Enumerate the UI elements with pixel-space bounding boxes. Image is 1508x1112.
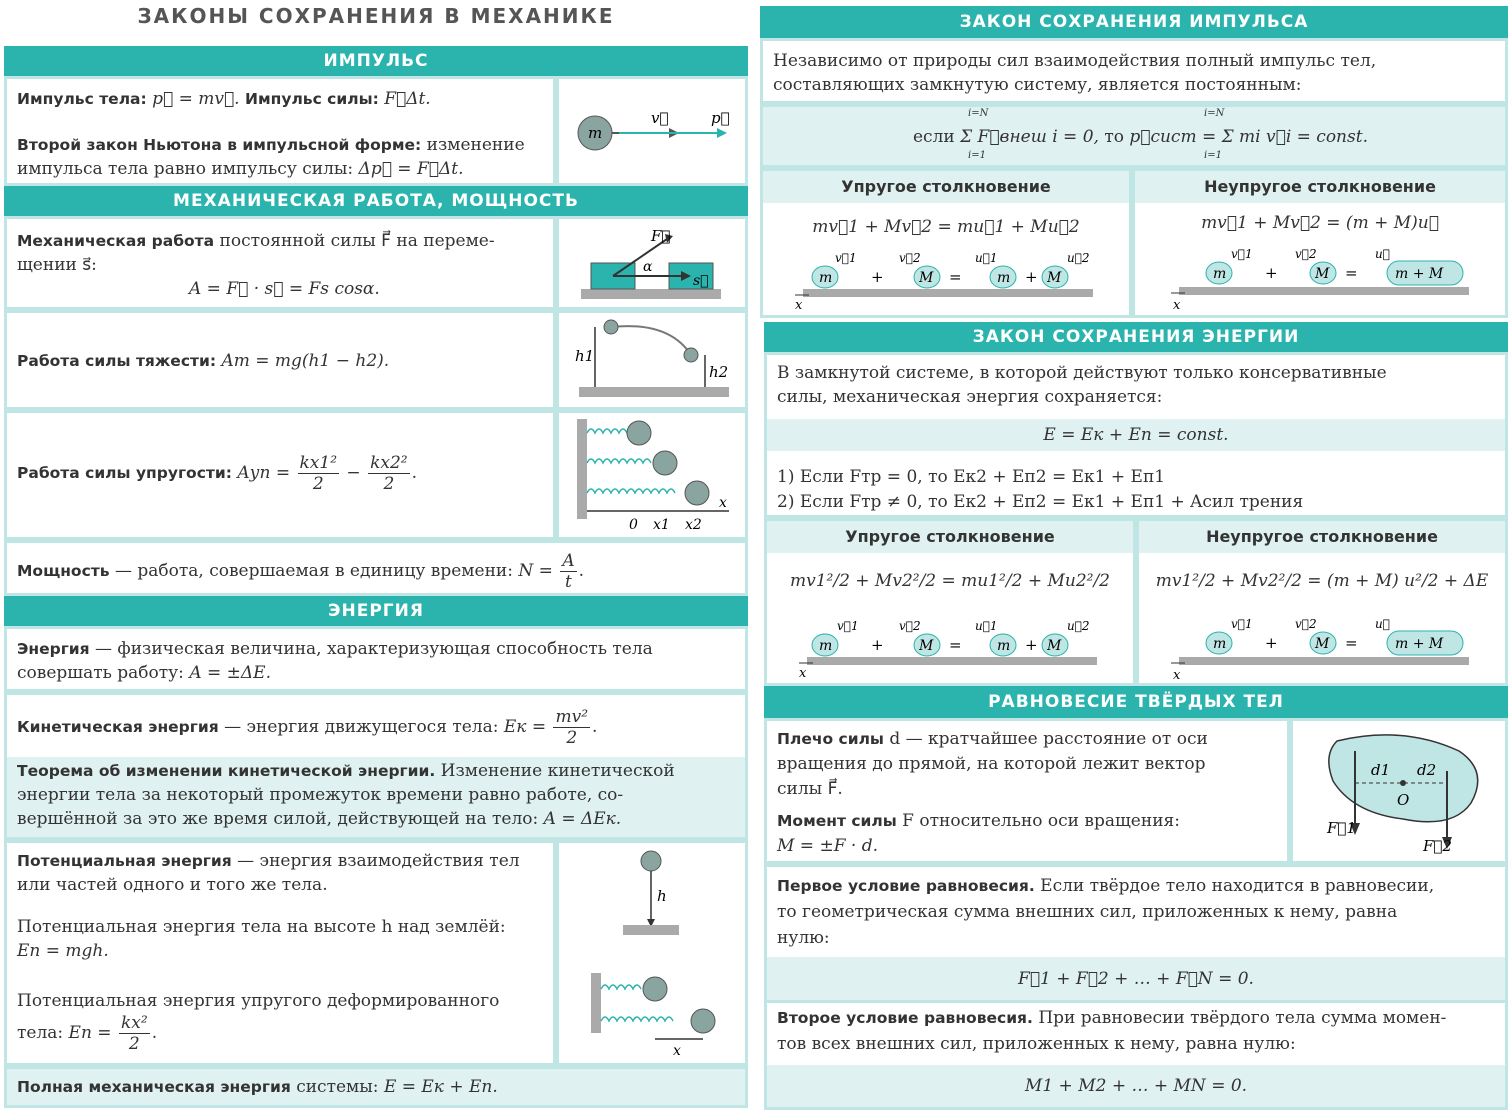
u1-label: u⃗1 — [975, 251, 998, 265]
plus-sign-after: + — [1025, 636, 1038, 654]
formula-sum2: Σ mi v⃗i = const. — [1221, 127, 1368, 147]
momentum-inelastic-figure — [1135, 243, 1505, 313]
energy-law-text-box — [764, 352, 1508, 518]
F1-label: F⃗1 — [1327, 819, 1356, 837]
first-condition-text3: нулю: — [777, 928, 830, 948]
d2-label: d2 — [1417, 761, 1437, 779]
v1-label: v⃗1 — [837, 619, 859, 633]
first-condition-formula: F⃗1 + F⃗2 + … + F⃗N = 0. — [767, 957, 1505, 1001]
grav-work-figure-box — [556, 310, 748, 410]
v1-label: v⃗1 — [1231, 617, 1253, 631]
combined-body-label: m + M — [1395, 636, 1444, 652]
total-energy-box — [4, 1066, 748, 1108]
plus-sign: + — [871, 268, 884, 286]
plus-sign: + — [871, 636, 884, 654]
potential-energy-box: Потенциальная энергия — энергия взаимодействия тел или частей одного и того же тела. Потенциальная энергия тела на высоте h над землёй: Eп = mgh. Потенциальная энергия упругого деформированного тела: Eп = $\frac{\text{kx²}}{2}$ . — [4, 840, 556, 1066]
potential-elastic-text1: Потенциальная энергия упругого деформированного — [17, 991, 500, 1011]
equals-sign: = — [949, 268, 962, 286]
elastic-work-den2: 2 — [383, 474, 395, 494]
energy-law-text1: В замкнутой системе, в которой действуют только консервативные — [777, 363, 1387, 383]
height-label: h — [657, 887, 667, 905]
power-num: A — [562, 551, 575, 571]
power-box: Мощность — работа, совершаемая в единицу времени: N = $\frac{A}{t}$ . — [4, 540, 748, 596]
elastic-work-lhs: Aуп = — [237, 463, 291, 483]
power-label: Мощность — [17, 562, 110, 580]
ball-M-label: M — [1315, 266, 1330, 282]
energy-elastic-figure — [767, 613, 1133, 683]
sum1-top-limit: i=N — [968, 108, 989, 119]
theorem-text2: энергии тела за некоторый промежуток времени равно работе, со- — [17, 785, 624, 805]
track-icon — [1179, 287, 1469, 295]
momentum-label: p⃗ — [711, 109, 730, 127]
formula-p: p⃗сист = — [1129, 127, 1217, 147]
x2-label: x2 — [685, 517, 702, 533]
second-condition-formula: M1 + M2 + … + MN = 0. — [767, 1065, 1505, 1107]
elastic-work-den1: 2 — [312, 474, 324, 494]
second-condition-label: Второе условие равновесия. — [777, 1009, 1033, 1027]
kinetic-energy-box: Кинетическая энергия — энергия движущегося тела: Eк = $\frac{\text{mv²}}{2}$ . Теорема об изменении кинетической энергии. Изменение кинетической энергии тела за некоторый промежуток времени равно работе, со- вершённой за это же время силой, действующей на тело: A = ΔEк. — [4, 692, 748, 840]
first-condition-box — [764, 864, 1508, 1004]
velocity-label: v⃗ — [651, 109, 669, 127]
potential-elastic-den: 2 — [128, 1034, 140, 1054]
x-axis-label: x — [799, 666, 807, 681]
u2-label: u⃗2 — [1067, 251, 1090, 265]
energy-law-case2: 2) Если Fтр ≠ 0, то Eк2 + Eп2 = Eк1 + Eп1 + Aсил трения — [777, 492, 1304, 512]
axis-O-label: O — [1397, 791, 1410, 809]
ball-x1-icon — [653, 451, 677, 475]
elastic-work-figure — [559, 413, 745, 537]
moment-figure — [1293, 721, 1505, 861]
energy-law-formula: E = Eк + Eп = const. — [767, 419, 1505, 451]
h2-label: h2 — [709, 363, 729, 381]
h1-label: h1 — [575, 347, 595, 365]
v2-label: v⃗2 — [899, 619, 921, 633]
x-axis-label: x — [719, 495, 727, 511]
ball-m-label: m — [1213, 636, 1227, 652]
potential-figure-box — [556, 840, 748, 1066]
u2-label: u⃗2 — [1067, 619, 1090, 633]
u-label: u⃗ — [1375, 247, 1390, 261]
spring-stretched-icon — [601, 1017, 673, 1021]
spring-wall-icon — [591, 973, 601, 1033]
energy-def-text2: совершать работу: — [17, 663, 184, 683]
power-text: — работа, совершаемая в единицу времени: — [114, 561, 513, 581]
mech-work-label: Механическая работа — [17, 232, 215, 250]
momentum-inelastic-box — [1132, 168, 1508, 318]
ball-M-label: M — [1315, 636, 1330, 652]
ball-m-label: m — [1213, 266, 1227, 282]
ball-m-label: m — [819, 638, 833, 654]
v1-label: v⃗1 — [835, 251, 857, 265]
total-energy-text: системы: — [296, 1077, 379, 1097]
theorem-text1: Изменение кинетической — [440, 761, 675, 781]
spring-ball-rest-icon — [643, 977, 667, 1001]
mech-work-text1: постоянной силы F⃗ на переме- — [219, 231, 495, 251]
energy-inelastic-box — [1136, 518, 1508, 686]
sum2-bottom-limit: i=1 — [1204, 150, 1222, 161]
page-title: ЗАКОНЫ СОХРАНЕНИЯ В МЕХАНИКЕ — [137, 4, 615, 28]
arm-label: Плечо силы — [777, 730, 884, 748]
wall-icon — [577, 419, 587, 519]
energy-def-box — [4, 626, 748, 692]
impulse-force-formula: F⃗Δt. — [384, 89, 431, 109]
arm-text1: d — кратчайшее расстояние от оси — [889, 729, 1208, 749]
displacement-label: s⃗ — [693, 273, 709, 289]
formula-if: если — [913, 127, 955, 147]
total-energy-label: Полная механическая энергия — [17, 1078, 291, 1096]
momentum-law-text-box — [760, 38, 1508, 104]
sum2-top-limit: i=N — [1204, 108, 1225, 119]
arm-text3: силы F⃗. — [777, 779, 843, 799]
ball-top-icon — [604, 320, 618, 334]
grav-work-formula: Aт = mg(h1 − h2). — [221, 351, 390, 371]
potential-elastic-text2: тела: — [17, 1023, 64, 1043]
momentum-law-text2: составляющих замкнутую систему, является постоянным: — [773, 75, 1302, 95]
momentum-law-text1: Независимо от природы сил взаимодействия полный импульс тел, — [773, 51, 1377, 71]
combined-body-label: m + M — [1395, 266, 1444, 282]
momentum-law-formula-box — [760, 104, 1508, 168]
spring-long-icon — [587, 489, 675, 493]
theorem-formula: A = ΔEк. — [543, 809, 622, 829]
spring-relaxed-icon — [601, 985, 641, 989]
equilibrium-header: РАВНОВЕСИЕ ТВЁРДЫХ ТЕЛ — [764, 686, 1508, 718]
v2-label: v⃗2 — [1295, 617, 1317, 631]
impulse-body-formula: p⃗ = mv⃗. — [152, 89, 240, 109]
potential-height-text: Потенциальная энергия тела на высоте h над землёй: — [17, 917, 506, 937]
kinetic-den: 2 — [566, 728, 578, 748]
momentum-law-header: ЗАКОН СОХРАНЕНИЯ ИМПУЛЬСА — [760, 6, 1508, 38]
elastic-work-box: Работа силы упругости: Aуп = $\frac{\text{kx1²}}{2}$ − $\frac{\text{kx2²}}{2}$ . — [4, 410, 556, 540]
trajectory-path — [611, 326, 691, 355]
ball-m-label: m — [819, 270, 833, 286]
work-header: МЕХАНИЧЕСКАЯ РАБОТА, МОЩНОСТЬ — [4, 186, 748, 216]
momentum-elastic-box — [760, 168, 1132, 318]
x-axis-label: x — [1173, 668, 1181, 683]
impulse-figure — [559, 79, 745, 183]
force-label: F⃗ — [651, 227, 671, 245]
momentum-elastic-formula: mv⃗1 + Mv⃗2 = mu⃗1 + Mu⃗2 — [812, 217, 1080, 237]
first-condition-text1: Если твёрдое тело находится в равновесии, — [1040, 876, 1435, 896]
ball-m-after-label: m — [997, 638, 1011, 654]
total-energy-formula: E = Eк + Eп. — [383, 1077, 498, 1097]
energy-elastic-title: Упругое столкновение — [767, 521, 1133, 553]
kinetic-label: Кинетическая энергия — [17, 718, 219, 736]
momentum-inelastic-formula: mv⃗1 + Mv⃗2 = (m + M)u⃗ — [1201, 213, 1439, 233]
first-condition-text2: то геометрическая сумма внешних сил, приложенных к нему, равна — [777, 902, 1398, 922]
potential-elastic-num: kx² — [120, 1013, 148, 1033]
elastic-work-num1: kx1² — [299, 453, 338, 473]
moment-figure-box — [1290, 718, 1508, 864]
plus-sign-after: + — [1025, 268, 1038, 286]
newton-law-text2: импульса тела равно импульсу силы: — [17, 159, 354, 179]
first-condition-label: Первое условие равновесия. — [777, 877, 1035, 895]
power-den: t — [565, 572, 572, 592]
energy-inelastic-formula: mv1²/2 + Mv2²/2 = (m + M) u²/2 + ΔE — [1155, 571, 1489, 591]
equals-sign: = — [1345, 634, 1358, 652]
potential-figure — [559, 843, 745, 1063]
second-condition-text1: При равновесии твёрдого тела сумма момен- — [1038, 1008, 1447, 1028]
energy-inelastic-figure — [1139, 613, 1505, 683]
height-ball-icon — [641, 851, 661, 871]
mech-work-formula: A = F⃗ · s⃗ = Fs cosα. — [189, 279, 380, 299]
ground-icon — [579, 387, 729, 397]
moment-text: F относительно оси вращения: — [902, 811, 1180, 831]
theorem-text3: вершённой за это же время силой, действующей на тело: — [17, 809, 539, 829]
floor-icon — [581, 289, 721, 299]
newton-law-formula: Δp⃗ = F⃗Δt. — [358, 159, 464, 179]
u-label: u⃗ — [1375, 617, 1390, 631]
track-icon — [1179, 657, 1469, 665]
x-axis-label: x — [1173, 298, 1181, 313]
impulse-force-label: Импульс силы: — [244, 90, 379, 108]
right-column — [760, 0, 1508, 1112]
v2-label: v⃗2 — [1295, 247, 1317, 261]
spring-mid-icon — [587, 459, 651, 463]
moment-text-box — [764, 718, 1290, 864]
impulse-text-box — [4, 76, 556, 186]
momentum-arrowhead — [717, 128, 727, 138]
ground-block-icon — [623, 925, 679, 935]
ball-M-after-label: M — [1047, 270, 1062, 286]
arm-text2: вращения до прямой, на которой лежит вектор — [777, 754, 1206, 774]
ball-M-after-label: M — [1047, 638, 1062, 654]
kinetic-num: mv² — [555, 707, 589, 727]
mech-work-box — [4, 216, 556, 310]
left-column — [0, 0, 752, 1112]
energy-elastic-box — [764, 518, 1136, 686]
equals-sign: = — [1345, 264, 1358, 282]
elastic-work-label: Работа силы упругости: — [17, 464, 232, 482]
momentum-inelastic-title: Неупругое столкновение — [1135, 171, 1505, 203]
energy-elastic-formula: mv1²/2 + Mv2²/2 = mu1²/2 + Mu2²/2 — [789, 571, 1110, 591]
potential-elastic-lhs: Eп = — [68, 1023, 112, 1043]
equals-sign: = — [949, 636, 962, 654]
ball-M-label: M — [919, 270, 934, 286]
d1-label: d1 — [1371, 761, 1391, 779]
energy-inelastic-title: Неупругое столкновение — [1139, 521, 1505, 553]
stretch-label: x — [673, 1043, 681, 1059]
impulse-header: ИМПУЛЬС — [4, 46, 748, 76]
grav-work-figure — [559, 313, 745, 407]
v2-label: v⃗2 — [899, 251, 921, 265]
newton-law-text1: изменение — [426, 135, 525, 155]
theorem-label: Теорема об изменении кинетической энергии. — [17, 762, 436, 780]
kinetic-text: — энергия движущегося тела: — [224, 717, 499, 737]
ball-zero-icon — [627, 421, 651, 445]
ball-m-after-label: m — [997, 270, 1011, 286]
u1-label: u⃗1 — [975, 619, 998, 633]
track-icon — [803, 289, 1093, 297]
formula-then: то — [1104, 127, 1124, 147]
formula-sum1: Σ F⃗внеш i = 0, — [960, 127, 1099, 147]
grav-work-box — [4, 310, 556, 410]
mech-work-figure — [559, 219, 745, 307]
x1-label: x1 — [653, 517, 670, 533]
kinetic-lhs: Eк = — [503, 717, 547, 737]
energy-def-label: Энергия — [17, 640, 90, 658]
potential-text1: — энергия взаимодействия тел — [237, 851, 520, 871]
sum1-bottom-limit: i=1 — [968, 150, 986, 161]
plus-sign: + — [1265, 634, 1278, 652]
zero-label: 0 — [629, 517, 638, 533]
elastic-work-num2: kx2² — [370, 453, 408, 473]
momentum-elastic-figure — [763, 245, 1129, 313]
mech-work-figure-box — [556, 216, 748, 310]
ball-x2-icon — [685, 481, 709, 505]
impulse-figure-box — [556, 76, 748, 186]
moment-formula: M = ±F · d. — [777, 836, 878, 856]
track-icon — [807, 657, 1097, 665]
grav-work-label: Работа силы тяжести: — [17, 352, 217, 370]
energy-law-case1: 1) Если Fтр = 0, то Eк2 + Eп2 = Eк1 + Eп1 — [777, 467, 1166, 487]
energy-law-header: ЗАКОН СОХРАНЕНИЯ ЭНЕРГИИ — [764, 322, 1508, 352]
potential-height-formula: Eп = mgh. — [17, 941, 109, 961]
momentum-elastic-title: Упругое столкновение — [763, 171, 1129, 203]
spring-ball-stretched-icon — [691, 1009, 715, 1033]
elastic-work-figure-box — [556, 410, 748, 540]
second-condition-text2: тов всех внешних сил, приложенных к нему, равна нулю: — [777, 1034, 1296, 1054]
angle-label: α — [643, 259, 653, 275]
mech-work-text2: щении s⃗: — [17, 255, 97, 275]
newton-law-label: Второй закон Ньютона в импульсной форме: — [17, 136, 422, 154]
v1-label: v⃗1 — [1231, 247, 1253, 261]
energy-def-formula: A = ±ΔE. — [189, 663, 271, 683]
energy-header: ЭНЕРГИЯ — [4, 596, 748, 626]
ball-M-label: M — [919, 638, 934, 654]
ball-low-icon — [684, 348, 698, 362]
energy-law-text2: силы, механическая энергия сохраняется: — [777, 387, 1163, 407]
energy-def-text1: — физическая величина, характеризующая способность тела — [95, 639, 653, 659]
moment-label: Момент силы — [777, 812, 897, 830]
impulse-body-label: Импульс тела: — [17, 90, 147, 108]
second-condition-box — [764, 1000, 1508, 1110]
x-axis-label: x — [795, 298, 803, 313]
F2-label: F⃗2 — [1423, 837, 1452, 855]
power-lhs: N = — [518, 561, 553, 581]
plus-sign: + — [1265, 264, 1278, 282]
theorem-block — [7, 757, 745, 837]
ball-label: m — [588, 124, 603, 142]
potential-label: Потенциальная энергия — [17, 852, 232, 870]
potential-text2: или частей одного и того же тела. — [17, 875, 328, 895]
